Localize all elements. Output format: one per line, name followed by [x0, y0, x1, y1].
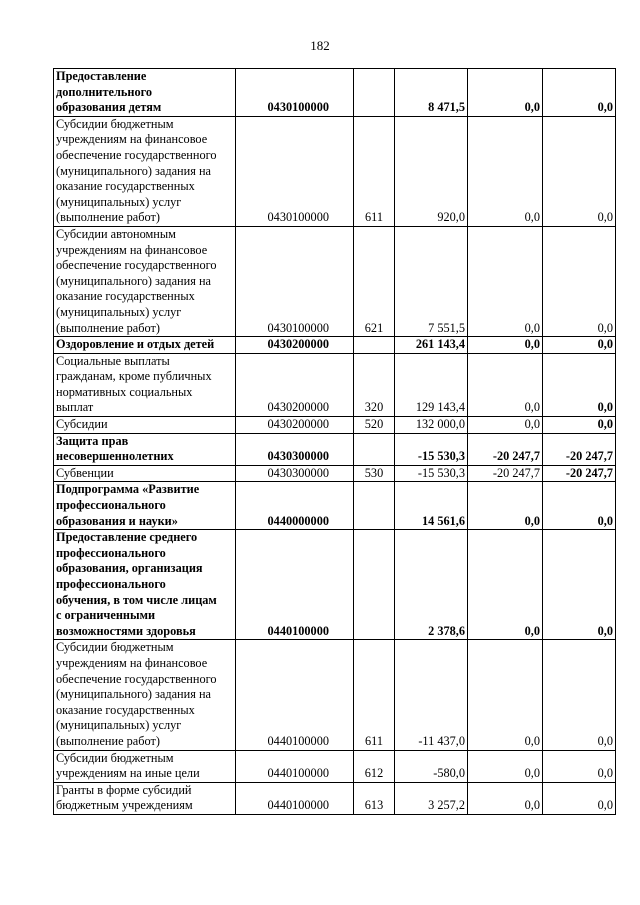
row-code: 0430100000 [236, 69, 354, 117]
row-code: 0440100000 [236, 530, 354, 640]
row-value-3: 0,0 [543, 116, 616, 226]
row-name [54, 353, 236, 416]
row-value-1: -15 530,3 [395, 465, 468, 482]
row-code: 0430100000 [236, 116, 354, 226]
table-row [54, 750, 616, 782]
row-value-2: 0,0 [468, 116, 543, 226]
row-name [54, 530, 236, 640]
row-name [54, 433, 236, 465]
row-value-2: 0,0 [468, 482, 543, 530]
row-value-1: 8 471,5 [395, 69, 468, 117]
row-name [54, 482, 236, 530]
row-name [54, 640, 236, 750]
table-row [54, 482, 616, 530]
row-expense-type [354, 337, 395, 354]
row-name [54, 465, 236, 482]
row-name-line: обеспечение государственного [56, 258, 217, 273]
row-value-1: 261 143,4 [395, 337, 468, 354]
row-value-2: 0,0 [468, 750, 543, 782]
row-name-line: Субсидии бюджетным [56, 116, 174, 131]
table-row [54, 530, 616, 640]
row-code: 0430300000 [236, 465, 354, 482]
row-expense-type [354, 433, 395, 465]
row-name-line: Защита прав [56, 433, 129, 448]
row-name-line: оказание государственных [56, 179, 195, 194]
row-name-line: образования, организация [56, 561, 203, 576]
row-name-line: образования и науки» [56, 513, 178, 528]
row-name-line: выплат [56, 400, 94, 415]
row-value-1: -11 437,0 [395, 640, 468, 750]
row-name [54, 116, 236, 226]
row-value-3: 0,0 [543, 482, 616, 530]
row-name-line: возможностями здоровья [56, 623, 196, 638]
row-code: 0440100000 [236, 640, 354, 750]
row-value-1: 920,0 [395, 116, 468, 226]
row-code: 0440100000 [236, 750, 354, 782]
row-value-3: -20 247,7 [543, 433, 616, 465]
row-name [54, 417, 236, 434]
row-name-line: профессионального [56, 498, 166, 513]
row-value-3: 0,0 [543, 640, 616, 750]
row-name [54, 337, 236, 354]
row-name-line: Предоставление среднего [56, 530, 198, 545]
row-expense-type: 320 [354, 353, 395, 416]
row-name-line: (выполнение работ) [56, 210, 160, 225]
row-expense-type [354, 69, 395, 117]
row-name-line: нормативных социальных [56, 384, 193, 399]
row-name-line: Социальные выплаты [56, 353, 170, 368]
row-name-line: (муниципальных) услуг [56, 304, 182, 319]
row-value-3: 0,0 [543, 337, 616, 354]
row-expense-type: 613 [354, 782, 395, 814]
row-name [54, 69, 236, 117]
page-number: 182 [310, 38, 330, 53]
row-value-3: 0,0 [543, 782, 616, 814]
row-expense-type [354, 482, 395, 530]
row-expense-type [354, 530, 395, 640]
table-row [54, 640, 616, 750]
row-name [54, 782, 236, 814]
row-value-2: 0,0 [468, 530, 543, 640]
table-row [54, 465, 616, 482]
row-name-line: Подпрограмма «Развитие [56, 482, 200, 497]
row-name-line: учреждениям на иные цели [56, 766, 200, 781]
row-name-line: несовершеннолетних [56, 449, 174, 464]
row-name [54, 226, 236, 336]
row-name-line: дополнительного [56, 84, 153, 99]
row-name-line: (муниципального) задания на [56, 273, 211, 288]
row-name-line: обучения, в том числе лицам [56, 592, 217, 607]
row-name-line: (муниципальных) услуг [56, 718, 182, 733]
row-expense-type: 530 [354, 465, 395, 482]
row-code: 0440000000 [236, 482, 354, 530]
row-name-line: (выполнение работ) [56, 320, 160, 335]
row-value-1: -15 530,3 [395, 433, 468, 465]
table-row [54, 782, 616, 814]
row-name-line: (муниципальных) услуг [56, 194, 182, 209]
row-value-2: 0,0 [468, 226, 543, 336]
table-row [54, 417, 616, 434]
row-value-1: -580,0 [395, 750, 468, 782]
row-expense-type: 611 [354, 116, 395, 226]
row-name-line: Субсидии автономным [56, 226, 176, 241]
row-value-3: 0,0 [543, 353, 616, 416]
row-name-line: Оздоровление и отдых детей [56, 337, 215, 352]
row-value-3: 0,0 [543, 750, 616, 782]
row-code: 0430200000 [236, 353, 354, 416]
row-name [54, 750, 236, 782]
row-value-1: 3 257,2 [395, 782, 468, 814]
row-value-1: 129 143,4 [395, 353, 468, 416]
row-name-line: профессионального [56, 545, 166, 560]
row-name-line: Гранты в форме субсидий [56, 782, 192, 797]
row-value-2: 0,0 [468, 337, 543, 354]
row-name-line: образования детям [56, 100, 162, 115]
row-value-2: -20 247,7 [468, 465, 543, 482]
row-value-2: 0,0 [468, 69, 543, 117]
row-name-line: учреждениям на финансовое [56, 132, 208, 147]
row-name-line: обеспечение государственного [56, 147, 217, 162]
row-code: 0430100000 [236, 226, 354, 336]
table-row [54, 353, 616, 416]
row-value-3: 0,0 [543, 417, 616, 434]
row-name-line: Субвенции [56, 465, 114, 480]
row-name-line: (выполнение работ) [56, 733, 160, 748]
row-value-1: 2 378,6 [395, 530, 468, 640]
row-code: 0430200000 [236, 417, 354, 434]
row-name-line: обеспечение государственного [56, 671, 217, 686]
row-name-line: (муниципального) задания на [56, 163, 211, 178]
row-code: 0430200000 [236, 337, 354, 354]
table-row [54, 337, 616, 354]
row-expense-type: 520 [354, 417, 395, 434]
row-value-2: 0,0 [468, 640, 543, 750]
row-value-2: -20 247,7 [468, 433, 543, 465]
table-row [54, 226, 616, 336]
row-value-2: 0,0 [468, 417, 543, 434]
row-value-1: 14 561,6 [395, 482, 468, 530]
table-row [54, 433, 616, 465]
row-name-line: с ограниченными [56, 608, 156, 623]
row-value-3: 0,0 [543, 530, 616, 640]
row-name-line: гражданам, кроме публичных [56, 369, 212, 384]
row-value-1: 7 551,5 [395, 226, 468, 336]
row-name-line: Субсидии [56, 417, 108, 432]
row-name-line: Субсидии бюджетным [56, 750, 174, 765]
row-name-line: оказание государственных [56, 702, 195, 717]
row-name-line: (муниципального) задания на [56, 687, 211, 702]
row-expense-type: 621 [354, 226, 395, 336]
row-value-2: 0,0 [468, 353, 543, 416]
table-row [54, 116, 616, 226]
row-name-line: оказание государственных [56, 289, 195, 304]
row-name-line: профессионального [56, 577, 166, 591]
row-expense-type: 612 [354, 750, 395, 782]
row-name-line: Субсидии бюджетным [56, 640, 174, 655]
row-value-3: -20 247,7 [543, 465, 616, 482]
row-name-line: учреждениям на финансовое [56, 242, 208, 257]
row-value-2: 0,0 [468, 782, 543, 814]
row-name-line: Предоставление [56, 69, 147, 83]
table-row [54, 69, 616, 117]
row-value-1: 132 000,0 [395, 417, 468, 434]
budget-table [53, 68, 616, 815]
row-name-line: учреждениям на финансовое [56, 655, 208, 670]
row-code: 0430300000 [236, 433, 354, 465]
row-name-line: бюджетным учреждениям [56, 798, 193, 813]
row-code: 0440100000 [236, 782, 354, 814]
row-value-3: 0,0 [543, 226, 616, 336]
row-expense-type: 611 [354, 640, 395, 750]
row-value-3: 0,0 [543, 69, 616, 117]
